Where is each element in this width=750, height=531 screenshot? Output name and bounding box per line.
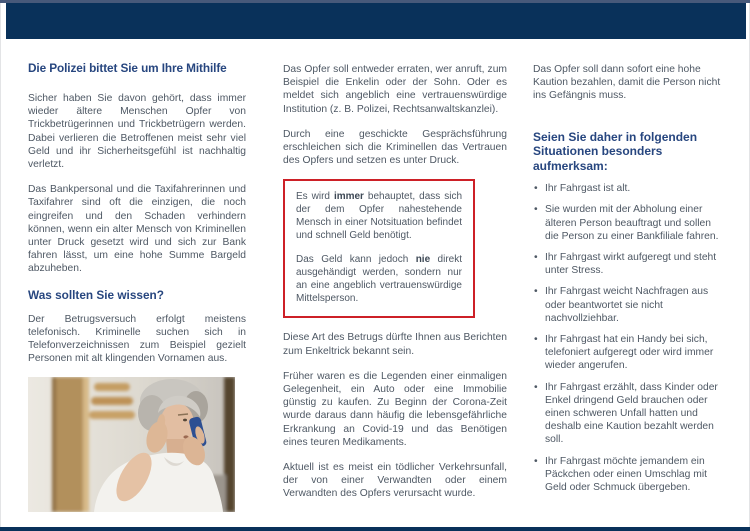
top-navy-bar xyxy=(6,3,746,39)
bullet-item: • Ihr Fahrgast ist alt. xyxy=(533,182,725,195)
paragraph: Das Bankpersonal und die Taxifahrerinnen und Taxifahrer sind oft die einzigen, die noch eingreifen und den Schaden verhindern können, wenn ein alter Mensch von Kriminellen unter Druck gesetzt wird und sich zur Bank fahren lässt, um eine hohe Summe Bargeld abzuheben. xyxy=(28,184,246,275)
text-segment-bold: immer xyxy=(333,191,364,203)
elderly-woman-photo xyxy=(28,377,235,512)
alert-box xyxy=(283,179,475,318)
paragraph: Diese Art des Betrugs dürfte Ihnen aus Berichten zum Enkeltrick bekannt sein. xyxy=(283,332,507,357)
paragraph: Das Opfer soll dann sofort eine hohe Kaution bezahlen, damit die Person nicht ins Gefängnis muss. xyxy=(533,64,721,102)
warning-bullet-list xyxy=(533,182,725,494)
bullet-item: • Sie wurden mit der Abholung einer älteren Person beauftragt und sollen die Person zu einer Bankfiliale fahren. xyxy=(533,203,725,243)
text-segment: behauptet, dass sich der dem Opfer nahestehende Mensch in einer Notsituation befindet und schnell Geld benötigt. xyxy=(296,191,463,242)
bullet-item: • Ihr Fahrgast wirkt aufgeregt und steht unter Stress. xyxy=(533,251,725,277)
content-columns xyxy=(28,39,725,513)
paragraph: Das Opfer soll entweder erraten, wer anruft, zum Beispiel die Enkelin oder der Sohn. Oder es meldet sich angeblich eine vertrauenswürdige Institution (z. B. Polizei, Rechtsanwaltskanzlei). xyxy=(283,64,507,115)
paragraph: Durch eine geschickte Gesprächsführung erschleichen sich die Kriminellen das Vertrauen des Opfers und setzen es unter Druck. xyxy=(283,128,507,167)
right-column xyxy=(533,39,725,502)
bottom-navy-bar xyxy=(0,527,750,531)
left-column xyxy=(28,39,246,512)
section-heading-mithilfe: Die Polizei bittet Sie um Ihre Mithilfe xyxy=(28,61,227,75)
text-segment: Es wird xyxy=(296,191,334,203)
section-heading-aufmerksam: Seien Sie daher in folgenden Situationen besonders aufmerksam: xyxy=(533,129,698,173)
bullet-item: • Ihr Fahrgast weicht Nachfragen aus oder beantwortet sie nicht nachvollziehbar. xyxy=(533,285,725,325)
bullet-item: • Ihr Fahrgast erzählt, dass Kinder oder Enkel dringend Geld brauchen oder einen schweren Unfall hatten und deshalb eine Kaution bezahlt werden soll. xyxy=(533,381,725,447)
bullet-item: • Ihr Fahrgast möchte jemandem ein Päckchen oder einen Umschlag mit Geld oder Schmuck übergeben. xyxy=(533,455,725,495)
paragraph: Früher waren es die Legenden einer einmaligen Gelegenheit, ein Auto oder eine Immobilie günstig zu kaufen. Zu Beginn der Corona-Zeit wurde daraus dann häufig die lebensgefährliche Erkrankung an Covid-19 und das Benötigen eines teuren Medikaments. xyxy=(283,370,507,448)
paragraph: Sicher haben Sie davon gehört, dass immer wieder ältere Menschen Opfer von Trickbetrügerinnen und Trickbetrügern werden. Dabei verlieren die Betroffenen meist sehr viel Geld und ihr Sicherheitsgefühl ist nachhaltig verletzt. xyxy=(28,93,246,171)
paragraph: Aktuell ist es meist ein tödlicher Verkehrsunfall, der von einer Verwandten oder einem Verwandten des Opfers verursacht wurde. xyxy=(283,462,507,500)
alert-paragraph xyxy=(296,253,462,305)
paragraph: Der Betrugsversuch erfolgt meistens telefonisch. Kriminelle suchen sich in Telefonverzeichnissen zum Beispiel gezielt Personen mit alt klingenden Vornamen aus. xyxy=(28,313,246,365)
middle-column xyxy=(283,39,507,513)
bullet-item: • Ihr Fahrgast hat ein Handy bei sich, telefoniert aufgeregt oder wird immer wieder angerufen. xyxy=(533,333,725,373)
alert-paragraph xyxy=(296,190,462,242)
section-heading-wissen: Was sollten Sie wissen? xyxy=(28,287,164,302)
text-segment-bold: nie xyxy=(415,254,431,266)
text-segment: Das Geld kann jedoch xyxy=(296,254,416,266)
text-segment: direkt ausgehändigt werden, sondern nur an eine angeblich vertrauenswürdige Mittelsperson. xyxy=(296,254,463,305)
